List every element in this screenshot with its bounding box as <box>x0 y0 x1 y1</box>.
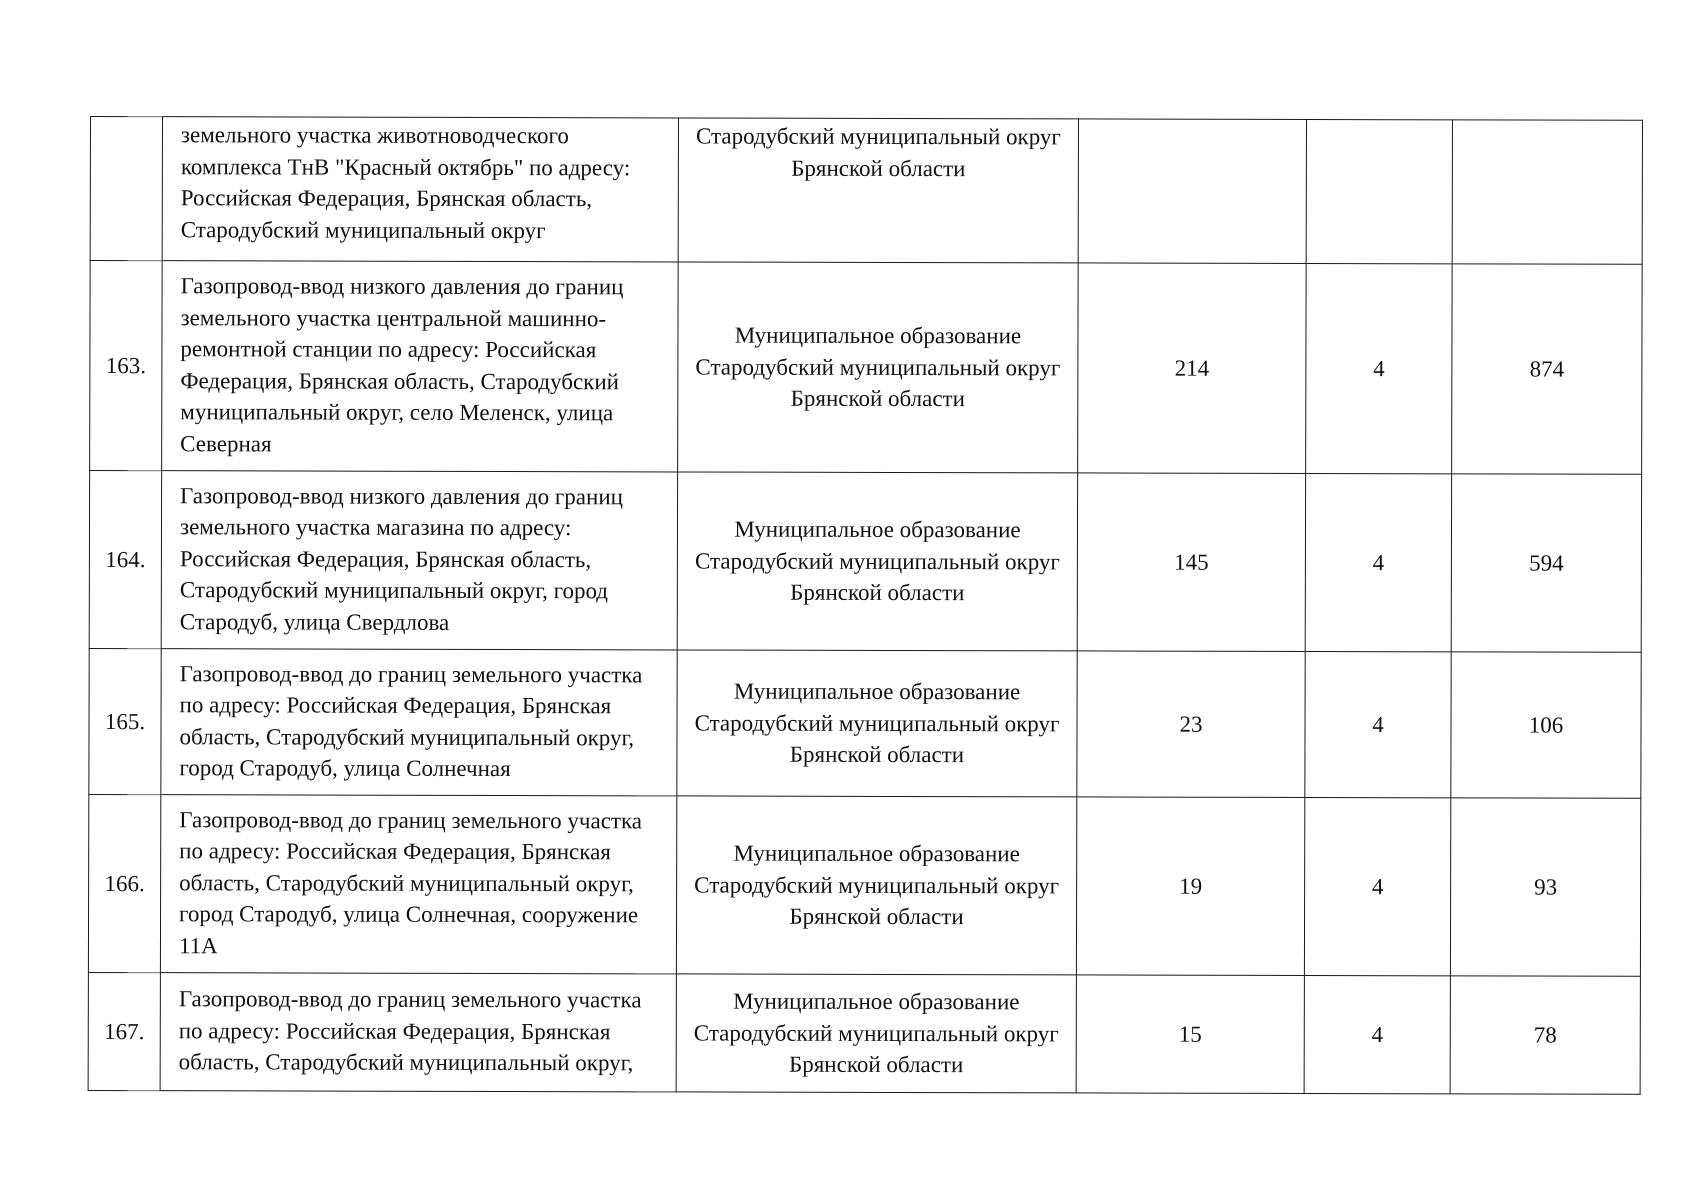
owner-line: Стародубский муниципальный округ <box>695 354 1061 381</box>
owner-line: Муниципальное образование <box>733 840 1020 867</box>
owner-cell <box>676 796 1076 975</box>
object-name: земельного участка животноводческого комплекса ТнВ "Красный октябрь" по адресу: Российская Федерация, Брянская область, Стародубский муниципальный округ <box>162 117 678 262</box>
table-row <box>89 648 1641 798</box>
owner-line: Брянской области <box>790 579 965 606</box>
area-value: 93 <box>1450 798 1640 976</box>
row-number: 163. <box>90 261 163 471</box>
row-number: 165. <box>89 648 161 794</box>
owner-line: Муниципальное образование <box>733 678 1021 705</box>
owner-line: Стародубский муниципальный округ <box>694 710 1060 737</box>
table-row <box>88 972 1640 1094</box>
table-row <box>90 117 1642 265</box>
area-value <box>1452 120 1642 264</box>
owner-line: Стародубский муниципальный округ <box>694 872 1060 899</box>
area-value: 594 <box>1451 474 1641 652</box>
owner-line: Муниципальное образование <box>734 516 1021 543</box>
table-row <box>88 794 1640 976</box>
length-value: 145 <box>1077 473 1305 652</box>
category-value: 4 <box>1305 473 1451 651</box>
length-value: 214 <box>1078 263 1307 474</box>
owner-line: Муниципальное образование <box>733 988 1020 1015</box>
table-row <box>89 471 1641 653</box>
category-value: 4 <box>1306 263 1453 473</box>
row-number: 167. <box>88 972 160 1090</box>
category-value: 4 <box>1305 651 1451 797</box>
owner-line: Брянской области <box>790 385 965 412</box>
length-value: 23 <box>1077 651 1305 798</box>
area-value: 106 <box>1451 652 1641 798</box>
gas-pipeline-registry-table <box>88 116 1643 1095</box>
owner-line: Стародубский муниципальный округ <box>695 123 1061 150</box>
owner-cell <box>676 974 1076 1093</box>
owner-cell <box>677 472 1077 651</box>
length-value <box>1078 119 1306 264</box>
length-value: 15 <box>1076 975 1304 1094</box>
object-name: Газопровод-ввод до границ земельного участка по адресу: Российская Федерация, Брянская область, Стародубский муниципальный округ, город Стародуб, улица Солнечная <box>161 649 677 796</box>
object-name: Газопровод-ввод до границ земельного участка по адресу: Российская Федерация, Брянская область, Стародубский муниципальный округ, город Стародуб, улица Солнечная, сооружение 11А <box>160 795 676 974</box>
length-value: 19 <box>1076 797 1304 976</box>
owner-line: Брянской области <box>789 741 965 768</box>
category-value: 4 <box>1304 975 1450 1093</box>
row-number: 166. <box>88 794 160 972</box>
area-value: 78 <box>1450 976 1640 1094</box>
object-name: Газопровод-ввод низкого давления до границ земельного участка магазина по адресу: Российская Федерация, Брянская область, Стародубский муниципальный округ, город Стародуб, улица Свердлова <box>161 471 677 650</box>
owner-line: Брянской области <box>789 1051 964 1078</box>
owner-cell <box>677 650 1077 797</box>
owner-line: Стародубский муниципальный округ <box>694 548 1060 575</box>
category-value: 4 <box>1304 797 1450 975</box>
row-number: 164. <box>89 471 161 649</box>
owner-line: Брянской области <box>789 903 964 930</box>
owner-cell <box>678 262 1079 473</box>
category-value <box>1306 119 1452 263</box>
area-value: 874 <box>1452 264 1643 474</box>
table-row <box>90 261 1643 475</box>
owner-line: Брянской области <box>791 155 966 181</box>
object-name: Газопровод-ввод до границ земельного участка по адресу: Российская Федерация, Брянская область, Стародубский муниципальный округ, <box>160 973 676 1092</box>
row-number <box>90 117 162 261</box>
owner-cell <box>678 118 1078 263</box>
object-name: Газопровод-ввод низкого давления до границ земельного участка центральной машинно-ремонтной станции по адресу: Российская Федерация, Брянская область, Стародубский муниципальный округ, село Меленск, улица Северная <box>162 261 679 472</box>
owner-line: Стародубский муниципальный округ <box>693 1020 1059 1047</box>
owner-line: Муниципальное образование <box>734 322 1022 349</box>
